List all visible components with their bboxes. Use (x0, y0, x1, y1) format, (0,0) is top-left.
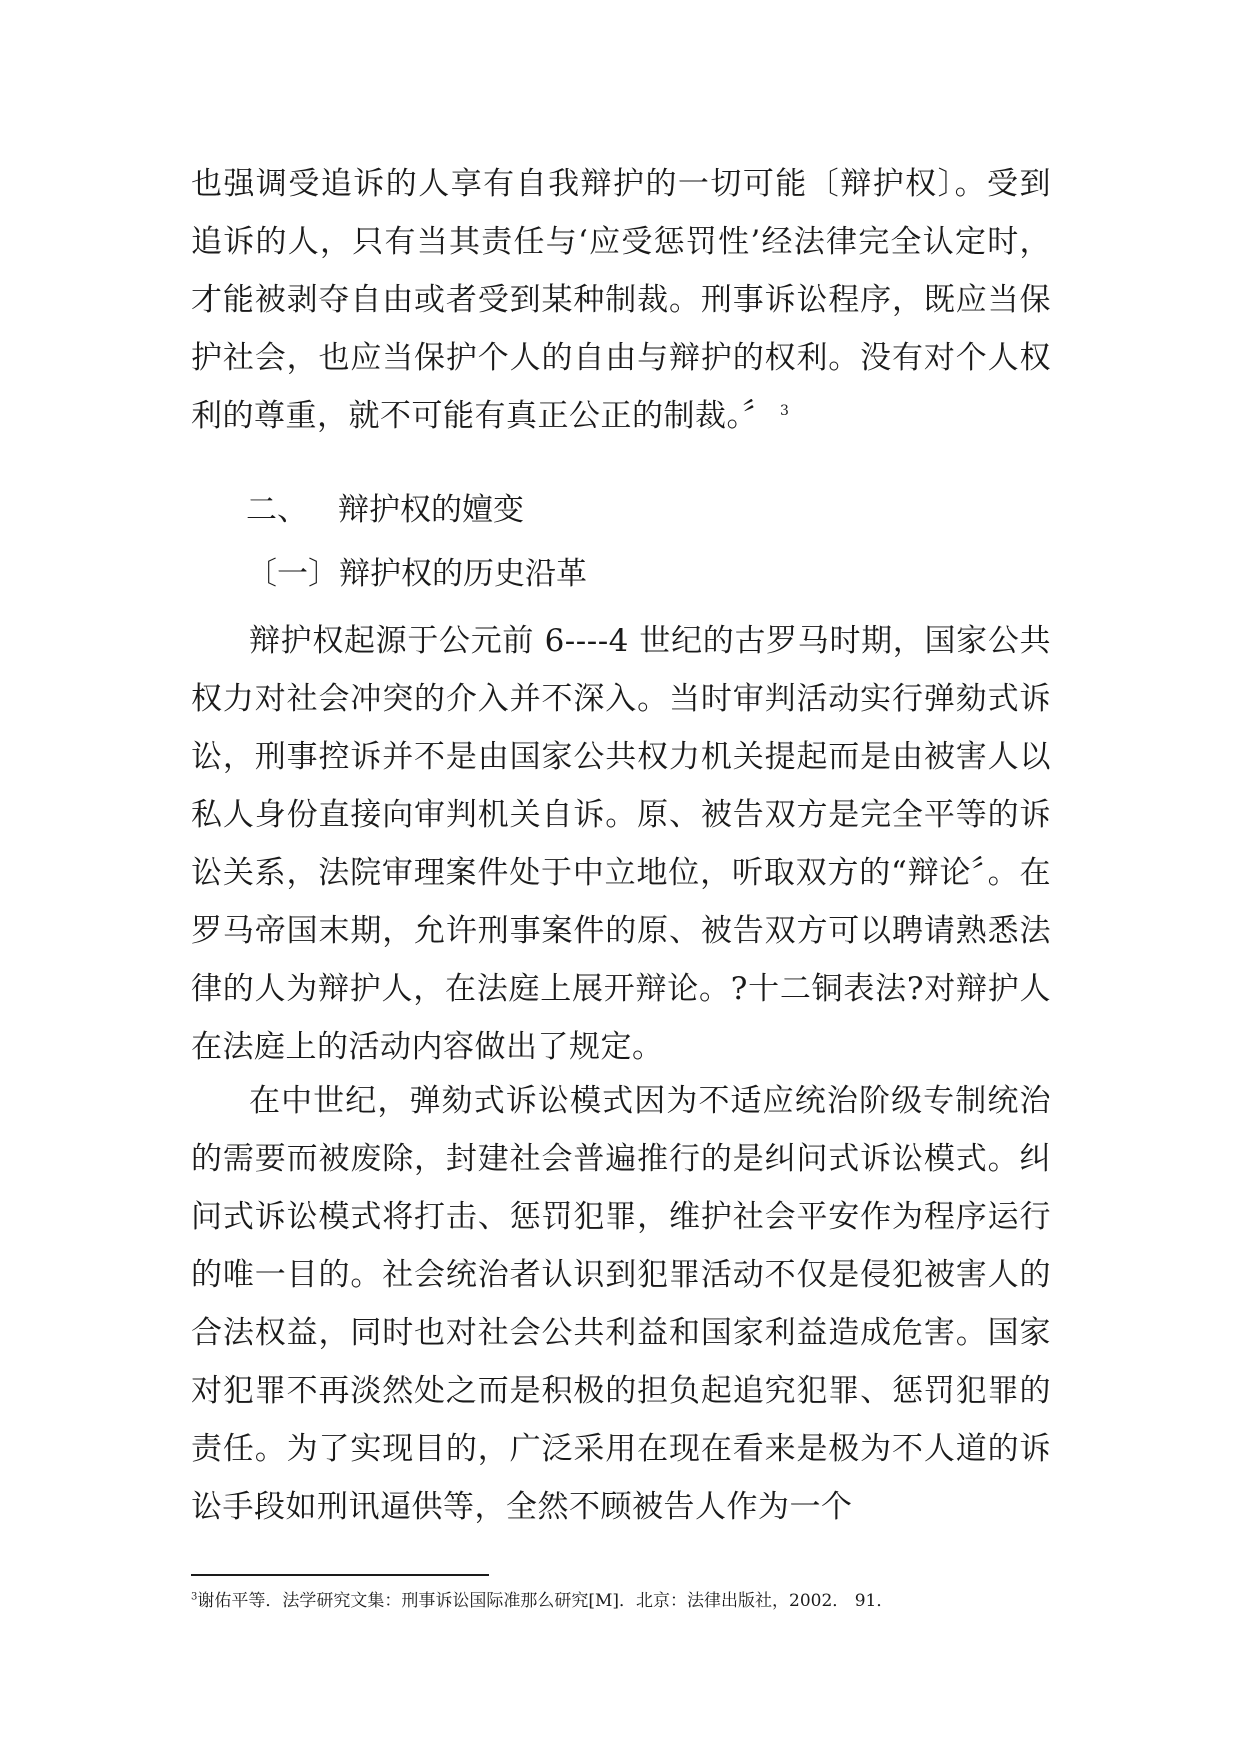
footnote-reference: 3 (780, 402, 790, 419)
paragraph-3: 在中世纪，弹劾式诉讼模式因为不适应统治阶级专制统治的需要而被废除，封建社会普遍推行的是纠问式诉讼模式。纠问式诉讼模式将打击、惩罚犯罪，维护社会平安作为程序运行的唯一目的。社会统治者认识到犯罪活动不仅是侵犯被害人的合法权益，同时也对社会公共利益和国家利益造成危害。国家对犯罪不再淡然处之而是积极的担负起追究犯罪、惩罚犯罪的责任。为了实现目的，广泛采用在现在看来是极为不人道的诉讼手段如刑讯逼供等，全然不顾被告人作为一个 (191, 1083, 1051, 1525)
paragraph-2: 辩护权起源于公元前 6----4 世纪的古罗马时期，国家公共权力对社会冲突的介入并不深入。当时审判活动实行弹劾式诉讼，刑事控诉并不是由国家公共权力机关提起而是由被害人以私人身份直接向审判机关自诉。原、被告双方是完全平等的诉讼关系，法院审理案件处于中立地位，听取双方的“辩论〞。在罗马帝国末期，允许刑事案件的原、被告双方可以聘请熟悉法律的人为辩护人，在法庭上展开辩论。?十二铜表法?对辩护人在法庭上的活动内容做出了规定。 (191, 623, 1051, 1065)
paragraph-1-text: 也强调受追诉的人享有自我辩护的一切可能〔辩护权〕。受到追诉的人，只有当其责任与‘应受惩罚性’经法律完全认定时，才能被剥夺自由或者受到某种制裁。刑事诉讼程序，既应当保护社会，也应当保护个人的自由与辩护的权利。没有对个人权利的尊重，就不可能有真正公正的制裁。〞 (191, 166, 1051, 434)
section-title: 辩护权的嬗变 (338, 492, 524, 528)
section-heading (246, 488, 524, 532)
paragraph-1 (191, 155, 1051, 445)
footnote-marker: 3 (191, 1591, 198, 1603)
footnote-text: 谢佑平等．法学研究文集：刑事诉讼国际准那么研究[M]．北京：法律出版社，2002． 91． (197, 1591, 894, 1611)
subsection-heading: 〔一〕辩护权的历史沿革 (246, 556, 587, 592)
section-number: 二、 (246, 492, 308, 528)
footnote (191, 1588, 893, 1614)
footnote-divider (191, 1574, 489, 1576)
